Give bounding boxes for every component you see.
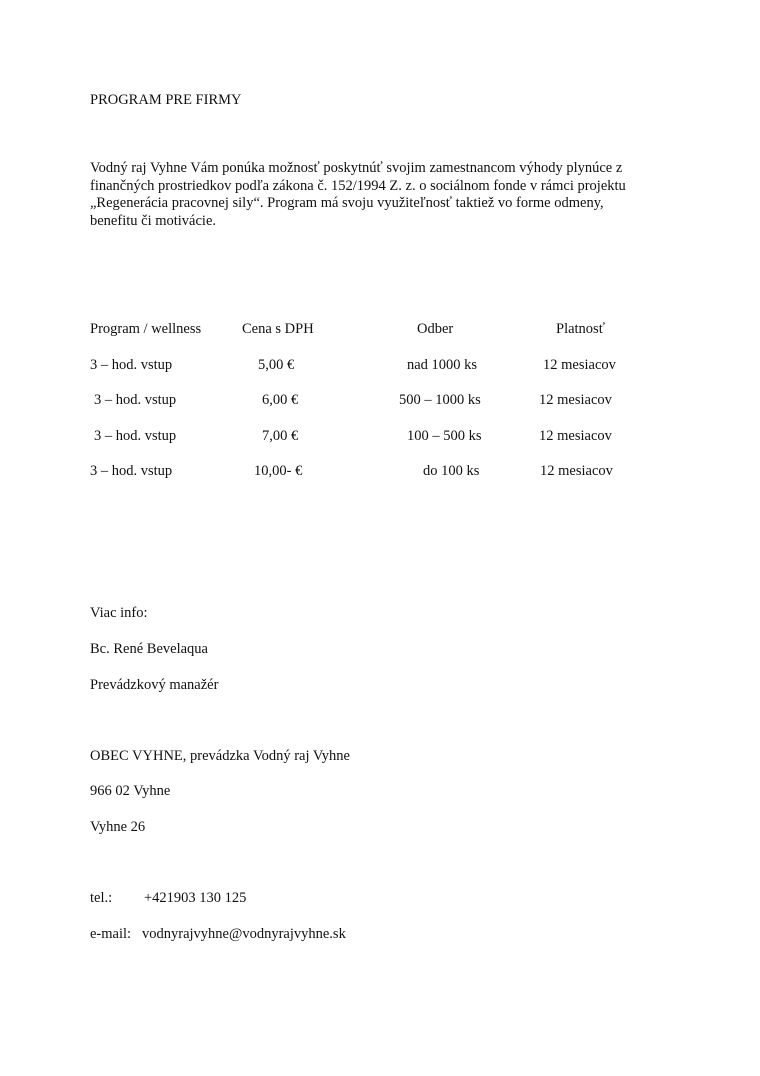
row-price: 10,00- € bbox=[254, 463, 303, 479]
row-price: 6,00 € bbox=[262, 392, 299, 408]
phone-label: tel.: bbox=[90, 890, 113, 906]
contact-role: Prevádzkový manažér bbox=[90, 677, 219, 693]
row-quantity: 500 – 1000 ks bbox=[399, 392, 481, 408]
header-program: Program / wellness bbox=[90, 321, 202, 337]
table-row bbox=[0, 463, 760, 483]
row-validity: 12 mesiacov bbox=[543, 357, 616, 373]
table-row bbox=[0, 428, 760, 448]
street-address: Vyhne 26 bbox=[90, 819, 146, 835]
header-quantity: Odber bbox=[417, 321, 454, 337]
row-price: 7,00 € bbox=[262, 428, 299, 444]
email-label: e-mail: bbox=[90, 926, 132, 942]
table-row bbox=[0, 392, 760, 412]
intro-line: benefitu či motivácie. bbox=[90, 212, 217, 229]
header-validity: Platnosť bbox=[556, 321, 605, 337]
row-validity: 12 mesiacov bbox=[539, 428, 612, 444]
table-header-row bbox=[0, 321, 760, 341]
intro-paragraph bbox=[90, 160, 680, 230]
row-program: 3 – hod. vstup bbox=[90, 463, 173, 479]
email-address[interactable]: vodnyrajvyhne@vodnyrajvyhne.sk bbox=[142, 926, 346, 942]
page-title: PROGRAM PRE FIRMY bbox=[90, 92, 242, 108]
contact-name: Bc. René Bevelaqua bbox=[90, 641, 208, 657]
intro-line: „Regenerácia pracovnej sily“. Program má svoju využiteľnosť taktiež vo forme odmeny, bbox=[90, 195, 604, 211]
row-validity: 12 mesiacov bbox=[540, 463, 613, 479]
row-quantity: 100 – 500 ks bbox=[407, 428, 482, 444]
intro-line: finančných prostriedkov podľa zákona č. 152/1994 Z. z. o sociálnom fonde v rámci projektu bbox=[90, 177, 626, 194]
phone-number[interactable]: +421903 130 125 bbox=[144, 890, 247, 906]
header-price: Cena s DPH bbox=[242, 321, 314, 337]
postal-code: 966 02 Vyhne bbox=[90, 783, 171, 799]
organization: OBEC VYHNE, prevádzka Vodný raj Vyhne bbox=[90, 748, 350, 764]
more-info-label: Viac info: bbox=[90, 605, 148, 621]
row-validity: 12 mesiacov bbox=[539, 392, 612, 408]
table-row bbox=[0, 357, 760, 377]
row-program: 3 – hod. vstup bbox=[94, 392, 177, 408]
row-quantity: do 100 ks bbox=[423, 463, 480, 479]
intro-line: Vodný raj Vyhne Vám ponúka možnosť poskytnúť svojim zamestnancom výhody plynúce z bbox=[90, 160, 623, 176]
row-price: 5,00 € bbox=[258, 357, 295, 373]
row-program: 3 – hod. vstup bbox=[94, 428, 177, 444]
row-program: 3 – hod. vstup bbox=[90, 357, 173, 373]
row-quantity: nad 1000 ks bbox=[407, 357, 478, 373]
